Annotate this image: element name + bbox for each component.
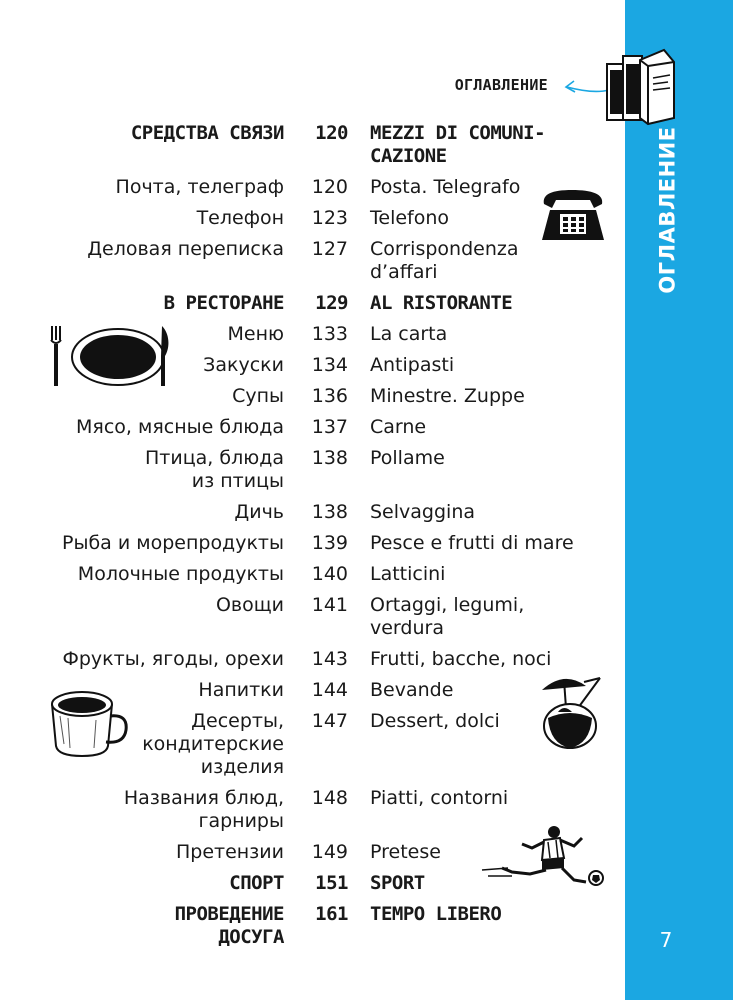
entry-it: Latticini (370, 563, 446, 585)
entry-it: MEZZI DI COMUNI-CAZIONE (370, 122, 546, 167)
entry-it: AL RISTORANTE (370, 292, 513, 314)
entry-page: 139 (311, 532, 348, 554)
toc-entry[interactable] (0, 207, 625, 230)
toc-entry[interactable] (0, 594, 625, 640)
entry-page: 136 (311, 385, 348, 407)
toc-header: ОГЛАВЛЕНИЕ (454, 76, 548, 94)
entry-page: 151 (315, 872, 348, 894)
entry-it: La carta (370, 323, 448, 345)
entry-page: 134 (311, 354, 348, 376)
toc-entry[interactable] (0, 710, 625, 779)
entry-ru: Напитки (198, 679, 284, 701)
toc-section[interactable] (0, 903, 625, 949)
entry-page: 127 (311, 238, 348, 260)
toc-section[interactable] (0, 872, 625, 895)
entry-ru: Супы (232, 385, 284, 407)
entry-it: Pretese (370, 841, 441, 863)
toc-entry[interactable] (0, 501, 625, 524)
entry-page: 147 (311, 710, 348, 732)
toc-entry[interactable] (0, 679, 625, 702)
toc-entry[interactable] (0, 563, 625, 586)
entry-it: SPORT (370, 872, 425, 894)
toc-entry[interactable] (0, 787, 625, 833)
entry-ru: Птица, блюда из птицы (145, 447, 284, 492)
entry-page: 141 (311, 594, 348, 616)
entry-ru: В РЕСТОРАНЕ (163, 292, 284, 314)
entry-ru: Молочные продукты (77, 563, 284, 585)
toc-entry[interactable] (0, 385, 625, 408)
entry-it: TEMPO LIBERO (370, 903, 502, 925)
toc-entry[interactable] (0, 323, 625, 346)
entry-it: Corrispondenza d’affari (370, 238, 519, 283)
entry-it: Pollame (370, 447, 445, 469)
entry-page: 161 (315, 903, 348, 925)
entry-ru: Почта, телеграф (115, 176, 284, 198)
entry-page: 120 (311, 176, 348, 198)
entry-ru: Закуски (203, 354, 284, 376)
entry-ru: Претензии (175, 841, 284, 863)
toc-entry[interactable] (0, 416, 625, 439)
entry-it: Ortaggi, legumi, verdura (370, 594, 525, 639)
toc-section[interactable] (0, 292, 625, 315)
entry-it: Carne (370, 416, 427, 438)
entry-it: Telefono (370, 207, 450, 229)
toc-entry[interactable] (0, 648, 625, 671)
entry-page: 123 (311, 207, 348, 229)
entry-ru: Телефон (196, 207, 284, 229)
entry-page: 140 (311, 563, 348, 585)
entry-ru: Дичь (234, 501, 284, 523)
toc-entry[interactable] (0, 447, 625, 493)
entry-it: Antipasti (370, 354, 455, 376)
entry-it: Dessert, dolci (370, 710, 500, 732)
books-icon (604, 44, 676, 126)
entry-ru: Мясо, мясные блюда (76, 416, 284, 438)
toc-entry[interactable] (0, 354, 625, 377)
entry-page: 137 (311, 416, 348, 438)
entry-it: Minestre. Zuppe (370, 385, 525, 407)
entry-page: 129 (315, 292, 348, 314)
entry-it: Posta. Telegrafo (370, 176, 521, 198)
page-number: 7 (659, 928, 673, 952)
entry-it: Piatti, contorni (370, 787, 509, 809)
entry-page: 148 (311, 787, 348, 809)
toc-entry[interactable] (0, 532, 625, 555)
entry-ru: Десерты, кондитерские изделия (142, 710, 284, 778)
entry-page: 149 (311, 841, 348, 863)
entry-page: 120 (315, 122, 348, 144)
entry-ru: Деловая переписка (87, 238, 284, 260)
entry-ru: Меню (227, 323, 284, 345)
toc-entry[interactable] (0, 841, 625, 864)
entry-ru: Рыба и морепродукты (62, 532, 284, 554)
entry-it: Bevande (370, 679, 454, 701)
toc-entry[interactable] (0, 176, 625, 199)
entry-it: Pesce e frutti di mare (370, 532, 574, 554)
entry-ru: ПРОВЕДЕНИЕ ДОСУГА (174, 903, 284, 948)
entry-ru: СРЕДСТВА СВЯЗИ (130, 122, 284, 144)
entry-ru: СПОРТ (229, 872, 284, 894)
entry-it: Frutti, bacche, noci (370, 648, 552, 670)
sidebar-title: ОГЛАВЛЕНИЕ (656, 126, 680, 294)
entry-page: 138 (311, 501, 348, 523)
entry-ru: Фрукты, ягоды, орехи (62, 648, 284, 670)
entry-page: 144 (311, 679, 348, 701)
entry-page: 133 (311, 323, 348, 345)
entry-page: 138 (311, 447, 348, 469)
entry-ru: Названия блюд, гарниры (123, 787, 284, 832)
entry-page: 143 (311, 648, 348, 670)
toc-entry[interactable] (0, 238, 625, 284)
toc-section[interactable] (0, 122, 625, 168)
entry-it: Selvaggina (370, 501, 476, 523)
toc-list (0, 122, 625, 957)
entry-ru: Овощи (215, 594, 284, 616)
